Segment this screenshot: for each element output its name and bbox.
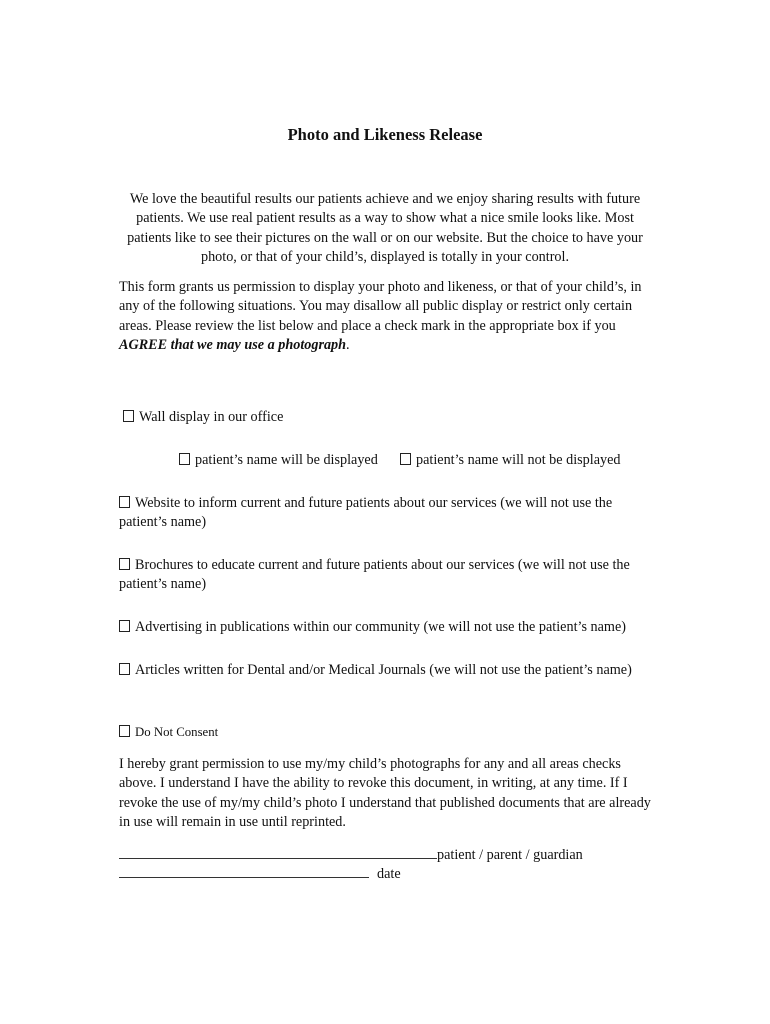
advertising-label: Advertising in publications within our community (we will not use the patient’s name) [135,619,626,635]
option-do-not-consent [119,723,659,742]
articles-checkbox[interactable] [119,663,130,675]
intro-paragraph: We love the beautiful results our patients achieve and we enjoy sharing results with future patients. We use real patient results as a way to show what a nice smile looks like. Most patients like to see their pictures on the wall or on our website. But the choice to have your photo, or that of your child’s, displayed is totally in your control. [127,191,643,266]
website-checkbox[interactable] [119,496,130,508]
option-advertising [119,618,659,637]
grant-paragraph: I hereby grant permission to use my/my child’s photographs for any and all areas checks above. I understand I have the ability to revoke this document, in writing, at any time. If I revoke the use of my/my child’s photo I understand that published documents that are already in use will remain in use until reprinted. [119,756,651,831]
wall-display-checkbox[interactable] [123,410,134,422]
date-line [119,863,401,884]
brochures-label: Brochures to educate current and future patients about our services (we will not use the patient’s name) [119,557,630,593]
articles-label: Articles written for Dental and/or Medical Journals (we will not use the patient’s name) [135,662,632,678]
document-title: Photo and Likeness Release [287,125,483,144]
option-name-not-displayed [400,451,621,470]
name-displayed-checkbox[interactable] [179,453,190,465]
website-label: Website to inform current and future patients about our services (we will not use the patient’s name) [119,495,613,531]
option-wall-display [123,408,663,427]
name-displayed-label: patient’s name will be displayed [195,452,378,468]
signature-field[interactable] [119,844,437,859]
do-not-consent-label: Do Not Consent [135,725,219,739]
option-name-displayed [179,451,378,470]
date-label: date [377,866,401,882]
option-website [119,494,659,533]
option-brochures [119,556,659,595]
wall-display-label: Wall display in our office [139,409,284,425]
brochures-checkbox[interactable] [119,558,130,570]
advertising-checkbox[interactable] [119,620,130,632]
option-articles [119,661,659,680]
permission-end: . [346,337,350,354]
signature-label: patient / parent / guardian [437,847,583,863]
permission-paragraph [119,278,659,356]
permission-text: This form grants us permission to display your photo and likeness, or that of your child’s, in any of the following situations. You may disallow all public display or restrict only certain areas. Please review the list below and place a check mark in the appropriate box if you [119,279,642,334]
do-not-consent-checkbox[interactable] [119,725,130,737]
name-not-displayed-label: patient’s name will not be displayed [416,452,621,468]
date-field[interactable] [119,863,369,878]
name-not-displayed-checkbox[interactable] [400,453,411,465]
permission-emphasis: AGREE that we may use a photograph [119,337,347,354]
